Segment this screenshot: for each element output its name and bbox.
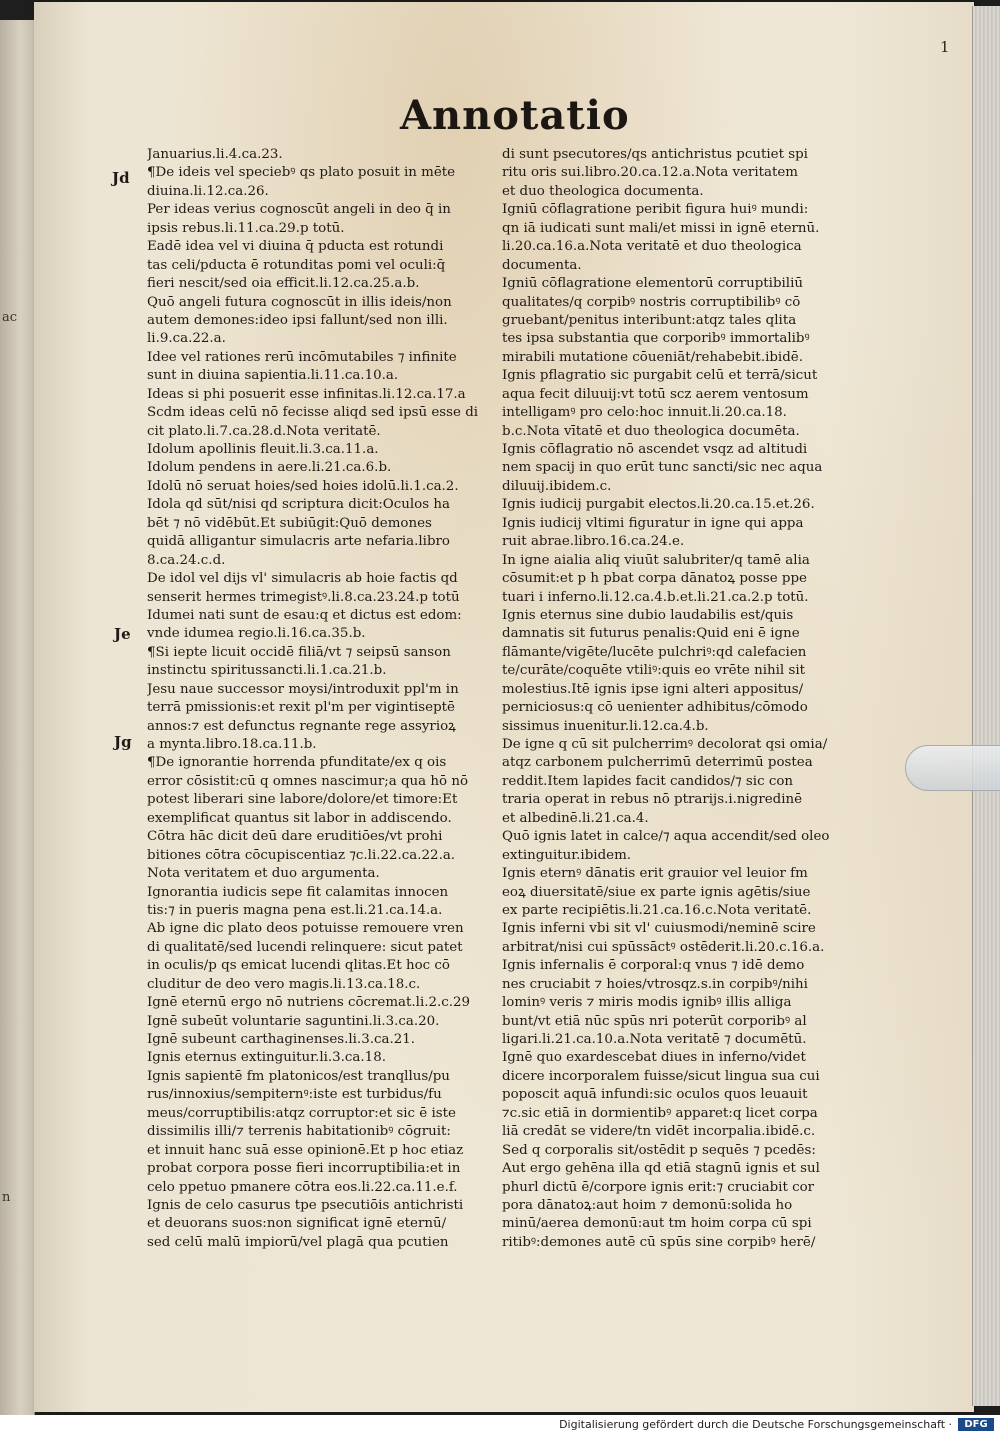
text-line: sunt in diuina sapientia.li.11.ca.10.a. bbox=[147, 368, 399, 384]
text-line: In igne aialia aliq viuūt salubriter/q tamē alia bbox=[502, 552, 810, 568]
text-line: mirabili mutatione cōueniāt/rehabebit.ibidē. bbox=[502, 349, 803, 365]
text-line: ¶De ignorantie horrenda pfunditate/ex q ois bbox=[147, 755, 447, 771]
text-line: di sunt psecutores/qs antichristus pcutiet spi bbox=[502, 147, 808, 162]
text-line: arbitrat/nisi cui spūssāctꝰ ostēderit.li.20.c.16.a. bbox=[502, 939, 825, 955]
text-line: Idolum pendens in aere.li.21.ca.6.b. bbox=[147, 460, 392, 476]
text-line: traria operat in rebus nō ptrarijs.i.nigredinē bbox=[502, 792, 803, 808]
text-line: tis:⁊ in pueris magna pena est.li.21.ca.14.a. bbox=[147, 902, 443, 918]
text-line: probat corpora posse fieri incorruptibilia:et in bbox=[147, 1161, 461, 1177]
text-line: li.9.ca.22.a. bbox=[147, 331, 226, 347]
text-line: senserit hermes trimegistꝰ.li.8.ca.23.24.p totū bbox=[147, 589, 460, 605]
text-line: te/curāte/coquēte vtiliꝰ:quis eo vrēte nihil sit bbox=[502, 663, 805, 679]
text-line: perniciosus:q cō uenienter adhibitus/cōmodo bbox=[502, 700, 808, 716]
text-line: Ignis eternꝰ dānatis erit grauior vel leuior fm bbox=[502, 866, 808, 882]
text-line: Sed q corporalis sit/ostēdit p sequēs ⁊ pcedēs: bbox=[502, 1142, 816, 1158]
left-page-fragment: ac bbox=[2, 310, 18, 325]
text-line: cōsumit:et p h pbat corpa dānatoꝝ posse ppe bbox=[502, 571, 807, 587]
text-line: et innuit hanc suā esse opinionē.Et p hoc etiaz bbox=[147, 1142, 464, 1158]
text-line: Idee vel rationes rerū incōmutabiles ⁊ infinite bbox=[147, 349, 457, 365]
text-line: molestius.Itē ignis ipse igni alteri appositus/ bbox=[502, 681, 804, 697]
text-line: in oculis/p qs emicat lucendi qlitas.Et hoc cō bbox=[147, 958, 450, 974]
text-line: Per ideas verius cognoscūt angeli in deo q̄ in bbox=[147, 202, 451, 218]
text-line: Ignis inferni vbi sit vl' cuiusmodi/neminē scire bbox=[502, 921, 816, 937]
text-line: Ignis sapientē fm platonicos/est tranqllus/pu bbox=[147, 1068, 450, 1084]
text-line: De idol vel dijs vl' simulacris ab hoie factis qd bbox=[147, 571, 458, 587]
text-line: instinctu spiritussancti.li.1.ca.21.b. bbox=[147, 663, 387, 679]
text-line: quidā alligantur simulacris arte nefaria.libro bbox=[147, 534, 450, 550]
text-line: aqua fecit diluuij:vt totū scz aerem ventosum bbox=[502, 386, 809, 402]
text-line: qn iā iudicati sunt mali/et missi in ignē eternū. bbox=[502, 220, 820, 236]
text-line: cluditur de deo vero magis.li.13.ca.18.c. bbox=[147, 976, 421, 992]
text-line: Ignē subeūt voluntarie saguntini.li.3.ca.20. bbox=[147, 1013, 440, 1029]
text-line: qualitates/q corpibꝰ nostris corruptibilibꝰ cō bbox=[502, 294, 801, 310]
text-line: error cōsistit:cū q omnes nascimur;a qua hō nō bbox=[147, 773, 469, 789]
text-line: meus/corruptibilis:atqz corruptor:et sic ē iste bbox=[147, 1105, 456, 1121]
text-line: di qualitatē/sed lucendi relinquere: sicut patet bbox=[147, 939, 463, 955]
text-line: flāmante/vigēte/lucēte pulchriꝰ:qd calefacien bbox=[502, 644, 807, 660]
text-line: tuari i inferno.li.12.ca.4.b.et.li.21.ca.2.p totū. bbox=[502, 589, 809, 605]
text-line: Cōtra hāc dicit deū dare eruditiōes/vt prohi bbox=[147, 829, 443, 845]
text-line: Ignis cōflagratio nō ascendet vsqz ad altitudi bbox=[502, 442, 808, 457]
text-line: ritibꝰ:demones autē cū spūs sine corpibꝰ herē/ bbox=[502, 1234, 816, 1250]
page-number: 1 bbox=[940, 38, 950, 56]
text-line: De igne q cū sit pulcherrimꝰ decolorat qsi omia/ bbox=[502, 737, 828, 752]
funding-credit: Digitalisierung gefördert durch die Deutsche Forschungsgemeinschaft · bbox=[559, 1418, 952, 1431]
left-neighbour-page-edge bbox=[0, 20, 35, 1415]
text-line: li.20.ca.16.a.Nota veritatē et duo theologica bbox=[502, 239, 802, 255]
text-line: cit plato.li.7.ca.28.d.Nota veritatē. bbox=[147, 423, 381, 439]
text-line: extinguitur.ibidem. bbox=[502, 847, 632, 863]
text-line: Ideas si phi posuerit esse infinitas.li.12.ca.17.a bbox=[147, 386, 466, 402]
text-line: Ignis eternus extinguitur.li.3.ca.18. bbox=[147, 1050, 386, 1066]
text-line: fieri nescit/sed oia efficit.li.12.ca.25.a.b. bbox=[147, 276, 420, 292]
text-line: Ignē eternū ergo nō nutriens cōcremat.li.2.c.29 bbox=[147, 995, 471, 1011]
text-line: Ignis pflagratio sic purgabit celū et terrā/sicut bbox=[502, 368, 818, 384]
text-line: Ignis infernalis ē corporal:q vnus ⁊ idē demo bbox=[502, 958, 805, 974]
text-line: Ignis eternus sine dubio laudabilis est/quis bbox=[502, 607, 794, 623]
text-line: Nota veritatem et duo argumenta. bbox=[147, 866, 380, 882]
text-line: Januarius.li.4.ca.23. bbox=[147, 147, 283, 162]
text-line: 8.ca.24.c.d. bbox=[147, 552, 226, 568]
text-line: sed celū malū impiorū/vel plagā qua pcutien bbox=[147, 1234, 449, 1250]
text-line: Aut ergo gehēna illa qd etiā stagnū ignis et sul bbox=[502, 1161, 820, 1177]
text-line: Ignorantia iudicis sepe fit calamitas innocen bbox=[147, 884, 449, 900]
text-line: ipsis rebus.li.11.ca.29.p totū. bbox=[147, 220, 345, 236]
text-line: nes cruciabit ⁊ hoies/vtrosqz.s.in corpibꝰ/nihi bbox=[502, 976, 808, 992]
text-line: a mynta.libro.18.ca.11.b. bbox=[147, 737, 317, 752]
text-line: Ignē quo exardescebat diues in inferno/videt bbox=[502, 1050, 806, 1066]
text-line: vnde idumea regio.li.16.ca.35.b. bbox=[147, 626, 366, 642]
text-line: intelligamꝰ pro celo:hoc innuit.li.20.ca.18. bbox=[502, 405, 787, 421]
text-line: Jesu naue successor moysi/introduxit ppl'm in bbox=[147, 681, 459, 697]
text-line: Ignis de celo casurus tpe psecutiōis antichristi bbox=[147, 1197, 464, 1213]
text-line: annos:⁊ est defunctus regnante rege assyrioꝝ bbox=[147, 718, 456, 734]
text-line: tes ipsa substantia que corporibꝰ immortalibꝰ bbox=[502, 331, 810, 347]
left-text-column bbox=[147, 146, 482, 1252]
text-line: gruebant/penitus interibunt:atqz tales qlita bbox=[502, 312, 797, 328]
text-line: Eadē idea vel vi diuina q̄ pducta est rotundi bbox=[147, 239, 444, 255]
text-line: Ignis iudicij purgabit electos.li.20.ca.15.et.26. bbox=[502, 497, 815, 513]
text-line: phurl dictū ē/corpore ignis erit:⁊ cruciabit cor bbox=[502, 1179, 815, 1195]
text-line: ex parte recipiētis.li.21.ca.16.c.Nota veritatē. bbox=[502, 902, 812, 918]
text-line: et deuorans suos:non significat ignē eternū/ bbox=[147, 1216, 447, 1232]
text-line: reddit.Item lapides facit candidos/⁊ sic con bbox=[502, 773, 794, 789]
text-line: dissimilis illi/⁊ terrenis habitationibꝰ cōgruit: bbox=[147, 1124, 451, 1140]
text-line: Ab igne dic plato deos potuisse remouere vren bbox=[147, 921, 464, 937]
margin-letter-jd: Jd bbox=[112, 169, 130, 187]
text-line: bēt ⁊ nō vidēbūt.Et subiūgit:Quō demones bbox=[147, 515, 432, 531]
right-text-column bbox=[502, 146, 832, 1252]
text-line: ligari.li.21.ca.10.a.Nota veritatē ⁊ documētū. bbox=[502, 1032, 807, 1047]
text-line: diluuij.ibidem.c. bbox=[502, 478, 612, 494]
text-line: ¶Si iepte licuit occidē filiā/vt ⁊ seipsū sanson bbox=[147, 644, 451, 660]
text-line: celo ppetuo pmanere cōtra eos.li.22.ca.11.e.f. bbox=[147, 1179, 458, 1195]
text-line: ⁊c.sic etiā in dormientibꝰ apparet:q licet corpa bbox=[502, 1105, 818, 1121]
text-line: Quō angeli futura cognoscūt in illis ideis/non bbox=[147, 294, 452, 310]
text-line: Ignis iudicij vltimi figuratur in igne qui appa bbox=[502, 515, 804, 531]
text-line: documenta. bbox=[502, 257, 582, 273]
text-line: ritu oris sui.libro.20.ca.12.a.Nota veritatem bbox=[502, 165, 798, 181]
text-line: atqz carbonem pulcherrimū deterrimū postea bbox=[502, 755, 813, 771]
text-line: tas celi/pducta ē rotunditas pomi vel oculi:q̄ bbox=[147, 257, 446, 273]
text-line: exemplificat quantus sit labor in addiscendo. bbox=[147, 810, 452, 826]
footer-bar bbox=[0, 1415, 1000, 1435]
text-line: Quō ignis latet in calce/⁊ aqua accendit/sed oleo bbox=[502, 829, 830, 845]
text-line: bitiones cōtra cōcupiscentiaz ⁊c.li.22.ca.22.a. bbox=[147, 847, 456, 863]
text-line: damnatis sit futurus penalis:Quid eni ē igne bbox=[502, 626, 800, 642]
text-line: Idola qd sūt/nisi qd scriptura dicit:Oculos ha bbox=[147, 497, 450, 513]
text-line: nem spacij in quo erūt tunc sancti/sic nec aqua bbox=[502, 460, 823, 476]
page-stack-edge bbox=[972, 6, 1000, 1406]
text-line: Ignē subeunt carthaginenses.li.3.ca.21. bbox=[147, 1032, 416, 1047]
dfg-logo: DFG bbox=[958, 1418, 994, 1431]
text-line: Idolum apollinis fleuit.li.3.ca.11.a. bbox=[147, 442, 379, 457]
text-line: autem demones:ideo ipsi fallunt/sed non illi. bbox=[147, 312, 448, 328]
text-line: diuina.li.12.ca.26. bbox=[147, 183, 269, 199]
text-line: bunt/vt etiā nūc spūs nri poterūt corporibꝰ al bbox=[502, 1013, 807, 1029]
text-line: ¶De ideis vel speciebꝰ qs plato posuit in mēte bbox=[147, 165, 456, 181]
text-line: et albedinē.li.21.ca.4. bbox=[502, 810, 649, 826]
text-line: et duo theologica documenta. bbox=[502, 183, 704, 199]
running-head: Annotatio bbox=[400, 92, 630, 139]
text-line: Idolū nō seruat hoies/sed hoies idolū.li.1.ca.2. bbox=[147, 478, 459, 494]
text-line: Igniū cōflagratione elementorū corruptibiliū bbox=[502, 276, 803, 292]
text-line: pora dānatoꝝ:aut hoim ⁊ demonū:solida ho bbox=[502, 1197, 793, 1213]
paper-clip bbox=[905, 745, 1000, 791]
margin-letter-jg: Jg bbox=[114, 733, 132, 751]
text-line: eoꝝ diuersitatē/siue ex parte ignis agētis/siue bbox=[502, 884, 811, 900]
text-line: Scdm ideas celū nō fecisse aliqd sed ipsū esse di bbox=[147, 405, 479, 421]
text-line: rus/innoxius/sempiternꝰ:iste est turbidus/fu bbox=[147, 1087, 442, 1103]
text-line: potest liberari sine labore/dolore/et timore:Et bbox=[147, 792, 458, 808]
text-line: lominꝰ veris ⁊ miris modis ignibꝰ illis alliga bbox=[502, 995, 792, 1011]
text-line: minū/aerea demonū:aut tm hoim corpa cū spi bbox=[502, 1216, 812, 1232]
text-line: poposcit aquā infundi:sic oculos quos leuauit bbox=[502, 1087, 808, 1103]
left-page-fragment: n bbox=[2, 1190, 11, 1205]
text-line: ruit abrae.libro.16.ca.24.e. bbox=[502, 534, 685, 550]
text-line: b.c.Nota vītatē et duo theologica documēta. bbox=[502, 423, 800, 439]
text-line: dicere incorporalem fuisse/sicut lingua sua cui bbox=[502, 1068, 820, 1084]
margin-letter-je: Je bbox=[114, 625, 131, 643]
text-line: sissimus inuenitur.li.12.ca.4.b. bbox=[502, 718, 709, 734]
text-line: terrā pmissionis:et rexit pl'm per vigintiseptē bbox=[147, 700, 455, 716]
text-line: Igniū cōflagratione peribit figura huiꝰ mundi: bbox=[502, 202, 809, 218]
text-line: liā credāt se videre/tn vidēt incorpalia.ibidē.c. bbox=[502, 1124, 816, 1140]
text-line: Idumei nati sunt de esau:q et dictus est edom: bbox=[147, 607, 462, 623]
